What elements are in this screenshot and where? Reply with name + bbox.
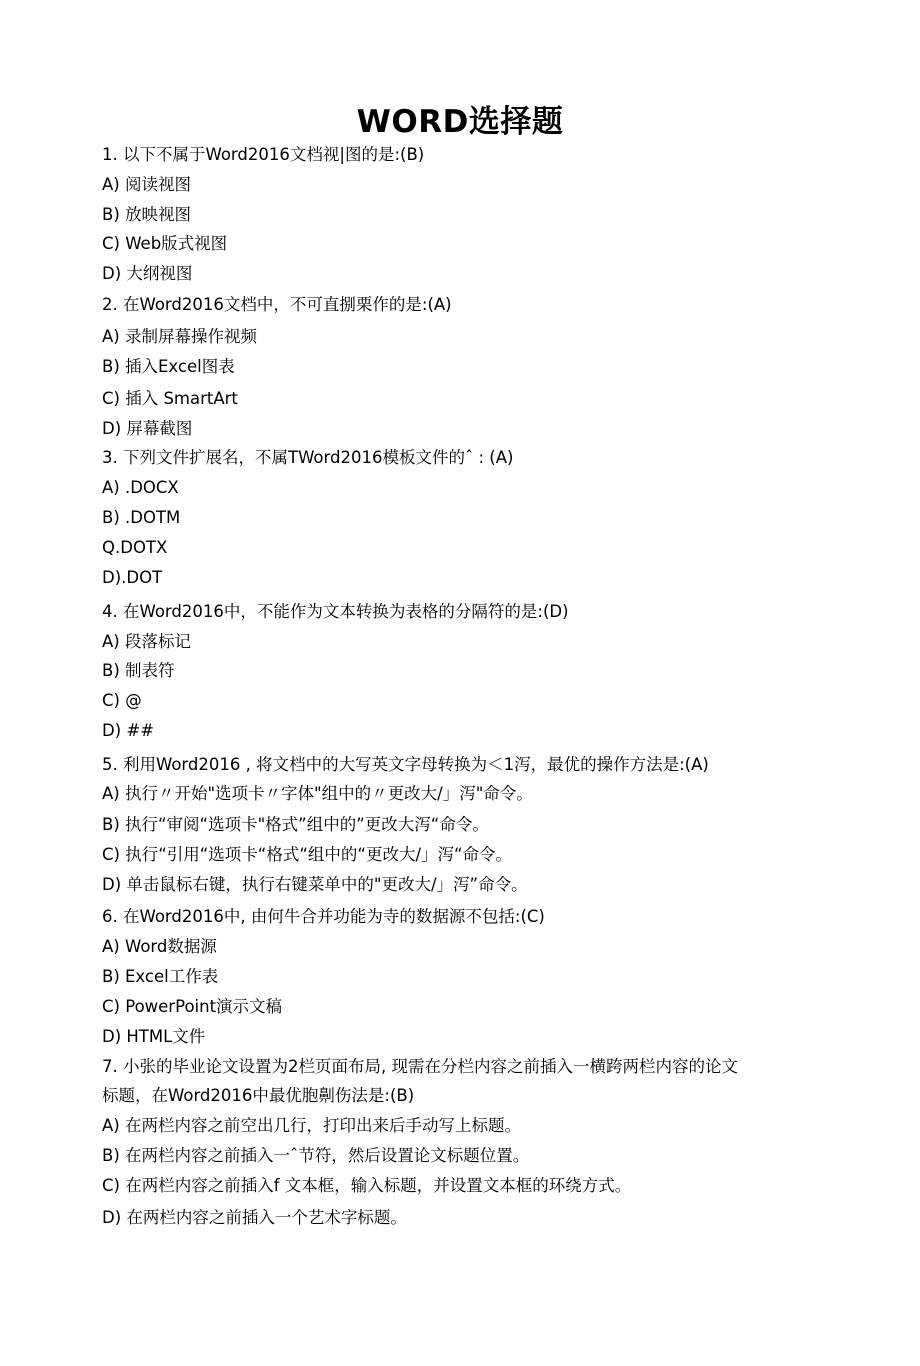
question-4: 4. 在Word2016中，不能作为文本转换为表格的分隔符的是:(D) (102, 602, 569, 621)
question-7-continued: 标题，在Word2016中最优胞劓伤法是:(B) (102, 1086, 415, 1105)
option-1a: A) 阅读视图 (102, 175, 191, 194)
option-4c: C) @ (102, 691, 142, 710)
question-1: 1. 以下不属于Word2016文档视|图的是:(B) (102, 145, 425, 164)
option-1d: D) 大纲视图 (102, 264, 193, 283)
option-6d: D) HTML文件 (102, 1027, 206, 1046)
option-3a: A) .DOCX (102, 478, 179, 497)
option-7a: A) 在两栏内容之前空出几行，打印出来后手动写上标题。 (102, 1116, 521, 1135)
option-2c: C) 插入 SmartArt (102, 389, 238, 408)
option-6a: A) Word数据源 (102, 937, 217, 956)
option-5c: C) 执行“引用“选项卡“格式“组中的“更改大/」泻“命令。 (102, 845, 513, 864)
option-1b: B) 放映视图 (102, 205, 192, 224)
option-3b: B) .DOTM (102, 508, 181, 527)
option-2a: A) 录制屏幕操作视频 (102, 327, 257, 346)
option-5d: D) 单击鼠标右键，执行右键菜单中的"更改大/」泻”命令。 (102, 875, 528, 894)
option-6c: C) PowerPoint演示文稿 (102, 997, 283, 1016)
document-title: WORD选择题 (356, 104, 564, 140)
option-4b: B) 制表符 (102, 661, 175, 680)
option-1c: C) Web版式视图 (102, 234, 228, 253)
question-5: 5. 利用Word2016 , 将文档中的大写英文字母转换为＜1泻，最优的操作方法是:(A) (102, 755, 709, 774)
option-5a: A) 执行〃开始"选项卡〃字体"组中的〃更改大/」泻"命令。 (102, 784, 533, 803)
question-2: 2. 在Word2016文档中，不可直捌栗作的是:(A) (102, 295, 452, 314)
option-2b: B) 插入Excel图表 (102, 357, 235, 376)
question-6: 6. 在Word2016中, 由何牛合并功能为寺的数据源不包括:(C) (102, 907, 545, 926)
option-3d: D).DOT (102, 568, 163, 587)
option-7c: C) 在两栏内容之前插入f 文本框，输入标题，并设置文本框的环绕方式。 (102, 1176, 632, 1195)
option-5b: B) 执行“审阅“选项卡"格式”组中的”更改大泻“命令。 (102, 815, 489, 834)
option-6b: B) Excel工作表 (102, 967, 219, 986)
option-7d: D) 在两栏内容之前插入一个艺术字标题。 (102, 1208, 407, 1227)
option-4d: D) ## (102, 721, 155, 740)
question-7: 7. 小张的毕业论文设置为2栏页面布局, 现需在分栏内容之前插入一横跨两栏内容的论文 (102, 1057, 738, 1076)
option-4a: A) 段落标记 (102, 632, 191, 651)
option-3c: Q.DOTX (102, 538, 168, 557)
question-3: 3. 下列文件扩展名，不属TWord2016模板文件的ˆ : (A) (102, 448, 514, 467)
option-2d: D) 屏幕截图 (102, 419, 193, 438)
option-7b: B) 在两栏内容之前插入一ˆ节符，然后设置论文标题位置。 (102, 1146, 530, 1165)
